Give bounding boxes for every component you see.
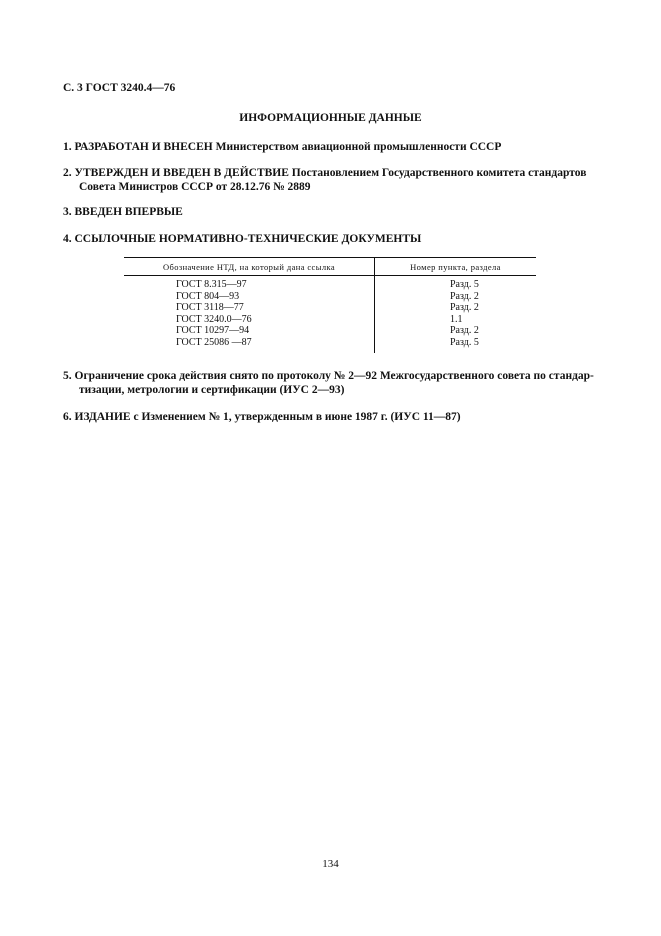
- table-header-row: [124, 258, 536, 276]
- item-number: 6.: [63, 411, 72, 423]
- section-cell: 1.1: [450, 313, 463, 325]
- document-cell: ГОСТ 8.315—97: [124, 276, 375, 291]
- page-header: С. 3 ГОСТ 3240.4—76: [63, 82, 176, 94]
- item-number: 2.: [63, 167, 72, 179]
- item-continuation: Совета Министров СССР от 28.12.76 № 2889: [79, 181, 311, 193]
- reference-documents-table: [124, 257, 536, 353]
- table-row: [124, 302, 536, 314]
- item-text: Министерством авиационной промышленности СССР: [215, 141, 502, 153]
- info-item-2: [63, 166, 586, 194]
- section-cell: Разд. 2: [450, 290, 479, 302]
- item-number: 3.: [63, 206, 72, 218]
- column-header-document: Обозначение НТД, на который дана ссылка: [124, 258, 375, 276]
- table-row: [124, 325, 536, 337]
- document-cell: ГОСТ 3118—77: [124, 302, 375, 314]
- item-lead: РАЗРАБОТАН И ВНЕСЕН: [74, 141, 213, 153]
- table-row: [124, 276, 536, 291]
- document-cell: ГОСТ 3240.0—76: [124, 314, 375, 326]
- section-cell: Разд. 2: [450, 325, 479, 336]
- item-continuation: тизации, метрологии и сертификации (ИУС 2—93): [79, 384, 345, 396]
- item-number: 5.: [63, 370, 72, 382]
- item-number: 4.: [63, 233, 72, 245]
- page-number: 134: [322, 858, 339, 870]
- column-header-section: Номер пункта, раздела: [375, 258, 537, 276]
- info-item-5: [63, 369, 594, 397]
- item-lead: УТВЕРЖДЕН И ВВЕДЕН В ДЕЙСТВИЕ: [74, 167, 289, 179]
- item-text: Ограничение срока действия снято по протоколу № 2—92 Межгосударственного совета по стандар-: [74, 370, 594, 382]
- item-text: Постановлением Государственного комитета стандартов: [291, 167, 587, 179]
- item-text: с Изменением № 1, утвержденным в июне 1987 г. (ИУС 11—87): [133, 411, 461, 423]
- table-row: [124, 337, 536, 354]
- item-lead: ССЫЛОЧНЫЕ НОРМАТИВНО-ТЕХНИЧЕСКИЕ ДОКУМЕНТЫ: [74, 233, 422, 245]
- info-item-6: [63, 410, 461, 424]
- table-row: [124, 291, 536, 303]
- document-cell: ГОСТ 10297—94: [124, 325, 375, 337]
- table-row: [124, 314, 536, 326]
- item-lead: ИЗДАНИЕ: [74, 411, 131, 423]
- item-lead: ВВЕДЕН ВПЕРВЫЕ: [74, 206, 183, 218]
- section-cell: Разд. 5: [450, 336, 479, 348]
- item-number: 1.: [63, 141, 72, 153]
- info-item-3: [63, 205, 183, 219]
- section-cell: Разд. 5: [450, 279, 479, 290]
- document-cell: ГОСТ 25086 —87: [124, 337, 375, 354]
- info-item-4: [63, 232, 421, 246]
- section-title: ИНФОРМАЦИОННЫЕ ДАННЫЕ: [239, 112, 422, 124]
- info-item-1: [63, 140, 501, 154]
- section-cell: Разд. 2: [450, 302, 479, 313]
- document-cell: ГОСТ 804—93: [124, 291, 375, 303]
